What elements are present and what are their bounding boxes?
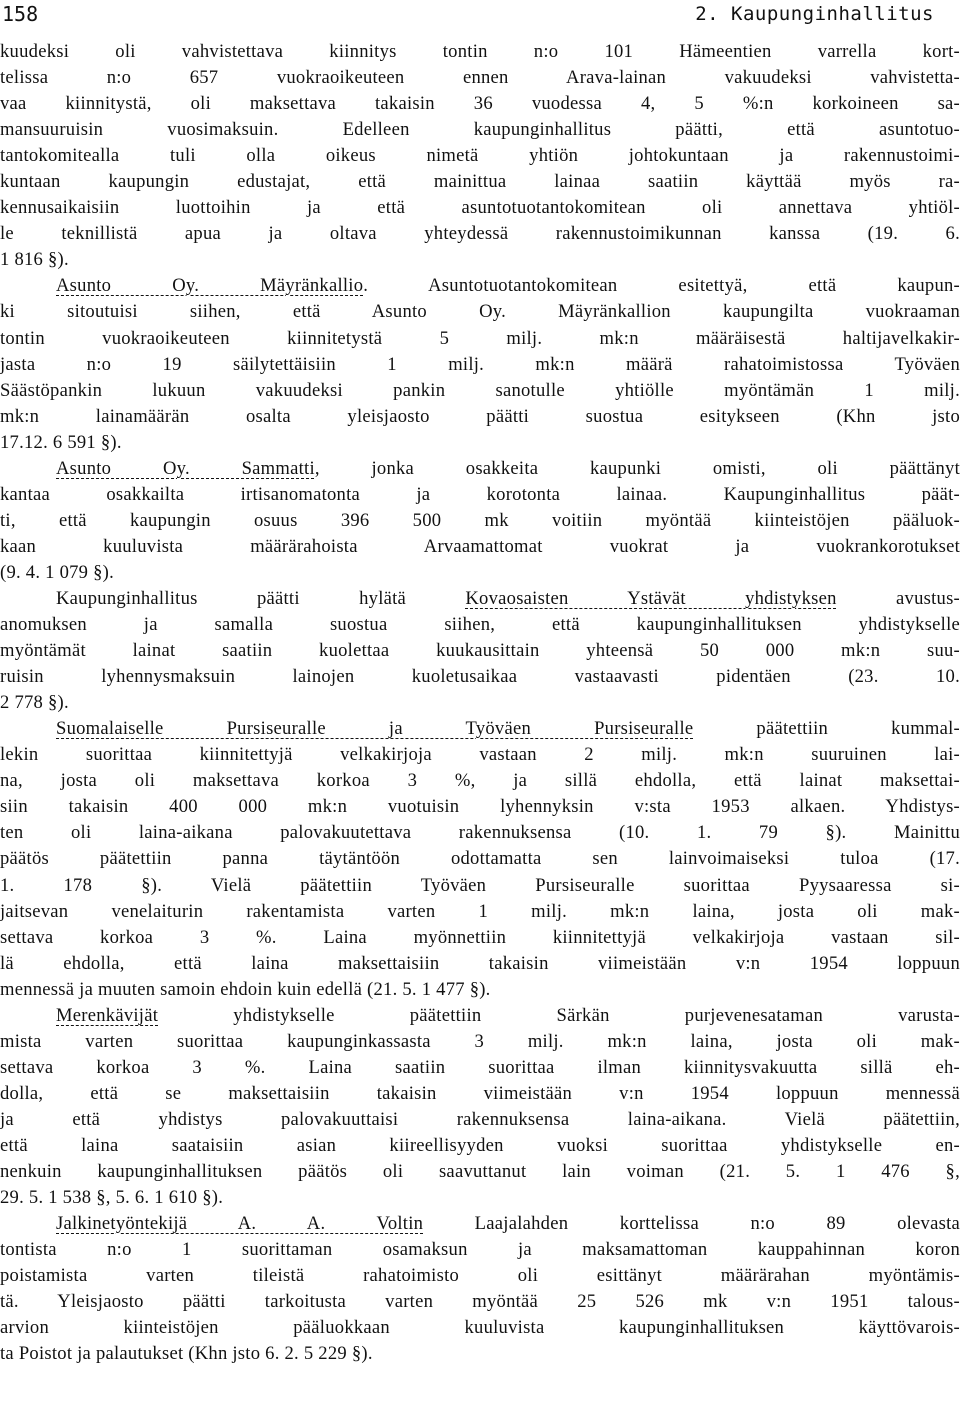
text-segment: nenkuin kaupunginhallituksen päätös oli saavuttanut lain voiman (21. 5. 1 476 §, — [0, 1161, 960, 1183]
page-number: 158 — [2, 2, 39, 26]
text-segment: ruisin lyhennysmaksuin lainojen kuoletusaikaa vastaavasti pidentäen (23. 10. — [0, 666, 960, 688]
text-line — [0, 664, 960, 690]
text-segment: poistamista varten tileistä rahatoimisto oli esittänyt määrärahan myöntämis- — [0, 1265, 960, 1287]
underlined-name: Asunto Oy. Sammatti — [56, 457, 315, 479]
body-text — [0, 39, 960, 1367]
text-line — [0, 716, 960, 742]
running-head: 2. Kaupunginhallitus — [695, 3, 934, 25]
text-segment: na, josta oli maksettava korkoa 3 %, ja sillä ehdolla, että lainat maksettai- — [0, 770, 960, 792]
text-line — [0, 977, 960, 1003]
text-line — [0, 352, 960, 378]
text-line — [0, 794, 960, 820]
text-line — [0, 690, 960, 716]
underlined-name: Merenkävijät — [56, 1004, 159, 1026]
text-segment: myöntämät lainat saatiin kuolettaa kuukausittain yhteensä 50 000 mk:n suu- — [0, 640, 960, 662]
text-line — [0, 820, 960, 846]
text-segment: ja että yhdistys palovakuuttaisi rakennuksensa laina-aikana. Vielä päätettiin, — [0, 1108, 960, 1130]
text-segment: kaan kuuluvista määrärahoista Arvaamattomat vuokrat ja vuokrankorotukset — [0, 535, 960, 557]
text-segment: kennusaikaisiin luottoihin ja että asuntotuotantokomitean oli annettava yhtiöl- — [0, 197, 960, 219]
text-line — [0, 247, 960, 273]
text-line — [0, 1133, 960, 1159]
text-segment: 1 816 §). — [0, 249, 69, 271]
text-line — [0, 508, 960, 534]
text-segment: mista varten suorittaa kaupunginkassasta 3 milj. mk:n laina, josta oli mak- — [0, 1030, 960, 1052]
text-line — [0, 91, 960, 117]
text-line — [0, 873, 960, 899]
text-line — [0, 1055, 960, 1081]
text-segment: tontin vuokraoikeuteen kiinnitetystä 5 milj. mk:n määräisestä haltijavelkakir- — [0, 327, 960, 349]
text-line — [0, 1003, 960, 1029]
text-segment: arvion kiinteistöjen pääluokkaan kuuluvista kaupunginhallituksen käyttövarois- — [0, 1317, 960, 1339]
text-line — [0, 1263, 960, 1289]
text-line — [0, 1289, 960, 1315]
text-line — [0, 378, 960, 404]
text-segment: . Asuntotuotantokomitean esitettyä, että kaupun- — [363, 275, 960, 297]
text-line — [0, 612, 960, 638]
text-line — [0, 1185, 960, 1211]
text-segment: jasta n:o 19 säilytettäisiin 1 milj. mk:n määrä rahatoimistossa Työväen — [0, 353, 960, 375]
text-line — [0, 742, 960, 768]
text-segment: Säästöpankin lukuun vakuudeksi pankin sanotulle yhtiölle myöntämän 1 milj. — [0, 379, 960, 401]
text-segment: mk:n lainamäärän osalta yleisjaosto päätti suostua esitykseen (Khn jsto — [0, 405, 960, 427]
text-segment: tä. Yleisjaosto päätti tarkoitusta varten myöntää 25 526 mk v:n 1951 talous- — [0, 1291, 960, 1313]
text-line — [0, 117, 960, 143]
text-segment: jaitsevan venelaiturin rakentamista varten 1 milj. mk:n laina, josta oli mak- — [0, 900, 960, 922]
text-line — [0, 534, 960, 560]
text-line — [0, 846, 960, 872]
text-segment: kuntaan kaupungin edustajat, että mainittua lainaa saatiin käyttää myös ra- — [0, 171, 960, 193]
text-segment: mennessä ja muuten samoin ehdoin kuin edellä (21. 5. 1 477 §). — [0, 978, 491, 1000]
text-segment: (9. 4. 1 079 §). — [0, 561, 115, 583]
text-line — [0, 404, 960, 430]
text-line — [0, 299, 960, 325]
text-segment: 2 778 §). — [0, 692, 69, 714]
text-segment: mansuuruisin vuosimaksuin. Edelleen kaupunginhallitus päätti, että asuntotuo- — [0, 119, 960, 141]
text-segment: ki sitoutuisi siihen, että Asunto Oy. Mäyränkallion kaupungilta vuokraaman — [0, 301, 960, 323]
text-segment: Laajalahden korttelissa n:o 89 olevasta — [423, 1213, 960, 1235]
text-line — [0, 39, 960, 65]
text-line — [0, 326, 960, 352]
text-segment: vaa kiinnitystä, oli maksettava takaisin 36 vuodessa 4, 5 %:n korkoineen sa- — [0, 93, 960, 115]
text-segment: tontista n:o 1 suorittaman osamaksun ja maksamattoman kauppahinnan koron — [0, 1239, 960, 1261]
underlined-name: Jalkinetyöntekijä A. A. Voltin — [56, 1213, 424, 1235]
text-line — [0, 899, 960, 925]
text-segment: avustus- — [836, 587, 960, 609]
text-line — [0, 1315, 960, 1341]
page-header — [0, 0, 960, 30]
text-segment: ten oli laina-aikana palovakuutettava rakennuksensa (10. 1. 79 §). Mainittu — [0, 822, 960, 844]
text-line — [0, 638, 960, 664]
text-segment: lä ehdolla, että laina maksettaisiin takaisin viimeistään v:n 1954 loppuun — [0, 952, 960, 974]
text-segment: kuudeksi oli vahvistettava kiinnitys tontin n:o 101 Hämeentien varrella kort- — [0, 41, 960, 62]
text-segment: siin takaisin 400 000 mk:n vuotuisin lyhennyksin v:sta 1953 alkaen. Yhdistys- — [0, 796, 960, 818]
text-segment: kantaa osakkailta irtisanomatonta ja korotonta lainaa. Kaupunginhallitus päät- — [0, 483, 960, 505]
text-segment: Kaupunginhallitus päätti hylätä — [56, 587, 466, 609]
text-line — [0, 1029, 960, 1055]
text-line — [0, 560, 960, 586]
text-line — [0, 143, 960, 169]
text-line — [0, 169, 960, 195]
text-segment: anomuksen ja samalla suostua siihen, että kaupunginhallituksen yhdistykselle — [0, 614, 960, 636]
text-segment: , jonka osakkeita kaupunki omisti, oli päättänyt — [314, 457, 960, 479]
text-segment: telissa n:o 657 vuokraoikeuteen ennen Arava-lainan vakuudeksi vahvistetta- — [0, 67, 960, 89]
text-segment: settava korkoa 3 %. Laina myönnettiin kiinnitettyjä velkakirjoja vastaan sil- — [0, 926, 960, 948]
text-line — [0, 768, 960, 794]
text-line — [0, 456, 960, 482]
text-segment: 1. 178 §). Vielä päätettiin Työväen Pursiseuralle suorittaa Pyysaaressa si- — [0, 874, 960, 896]
text-segment: dolla, että se maksettaisiin takaisin viimeistään v:n 1954 loppuun mennessä — [0, 1082, 960, 1104]
text-segment: 17.12. 6 591 §). — [0, 431, 122, 453]
text-line — [0, 482, 960, 508]
text-segment: päätettiin kummal- — [693, 718, 960, 740]
underlined-name: Suomalaiselle Pursiseuralle ja Työväen Pursiseuralle — [56, 718, 694, 740]
text-line — [0, 221, 960, 247]
text-segment: ta Poistot ja palautukset (Khn jsto 6. 2. 5 229 §). — [0, 1343, 373, 1365]
text-segment: päätös päätettiin panna täytäntöön odottamatta sen lainvoimaiseksi tuloa (17. — [0, 848, 960, 870]
text-line — [0, 951, 960, 977]
text-line — [0, 925, 960, 951]
text-segment: 29. 5. 1 538 §, 5. 6. 1 610 §). — [0, 1187, 224, 1209]
text-segment: lekin suorittaa kiinnitettyjä velkakirjoja vastaan 2 milj. mk:n suuruinen lai- — [0, 744, 960, 766]
text-line — [0, 586, 960, 612]
text-segment: settava korkoa 3 %. Laina saatiin suorittaa ilman kiinnitysvakuutta sillä eh- — [0, 1056, 960, 1078]
underlined-name: Kovaosaisten Ystävät yhdistyksen — [465, 587, 837, 609]
text-segment: ti, että kaupungin osuus 396 500 mk voitiin myöntää kiinteistöjen pääluok- — [0, 509, 960, 531]
text-line — [0, 430, 960, 456]
text-line — [0, 1107, 960, 1133]
text-line — [0, 273, 960, 299]
text-line — [0, 1159, 960, 1185]
text-line — [0, 1237, 960, 1263]
text-line — [0, 65, 960, 91]
text-line — [0, 1081, 960, 1107]
underlined-name: Asunto Oy. Mäyränkallio — [56, 275, 364, 297]
text-segment: että laina saataisiin asian kiireellisyyden vuoksi suorittaa yhdistykselle en- — [0, 1134, 960, 1156]
text-segment: le teknillistä apua ja oltava yhteydessä rakennustoimikunnan kanssa (19. 6. — [0, 223, 960, 245]
text-line — [0, 1211, 960, 1237]
text-line — [0, 195, 960, 221]
text-line — [0, 1341, 960, 1367]
text-segment: yhdistykselle päätettiin Särkän purjevenesataman varusta- — [158, 1004, 960, 1026]
text-segment: tantokomitealla tuli olla oikeus nimetä yhtiön johtokuntaan ja rakennustoimi- — [0, 145, 960, 167]
